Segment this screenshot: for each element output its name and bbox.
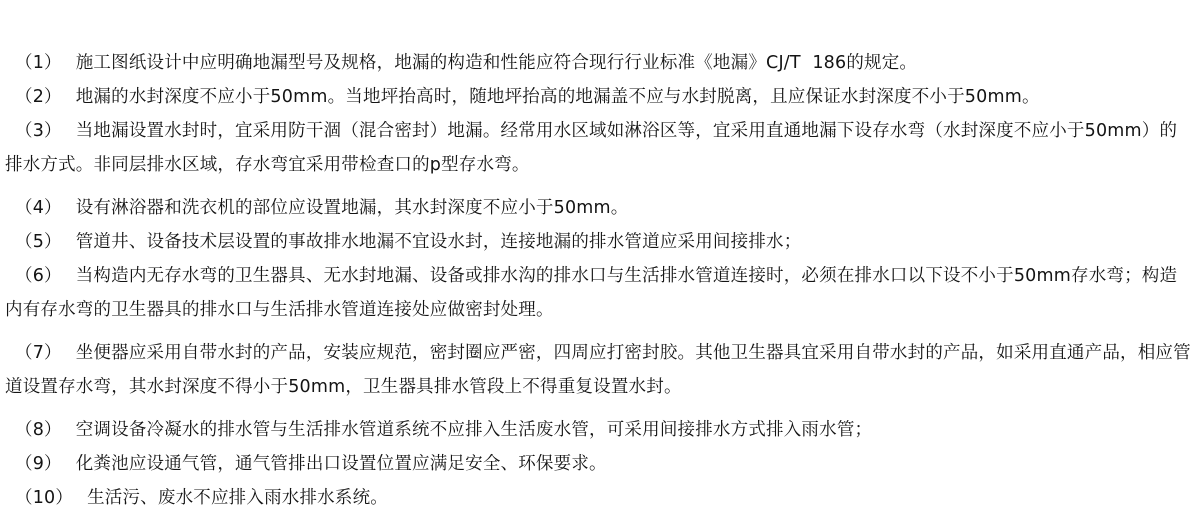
clause-10 [0, 481, 1200, 515]
clause-number: （7） [15, 343, 62, 363]
clause-line [0, 191, 1200, 225]
section-heading [0, 7, 1200, 41]
clause-9 [0, 447, 1200, 481]
clause-line [0, 80, 1200, 114]
clause-number: （3） [15, 121, 62, 141]
clause-5 [0, 225, 1200, 259]
clause-line [0, 225, 1200, 259]
clause-text-continuation: 内有存水弯的卫生器具的排水口与生活排水管道连接处应做密封处理。 [5, 300, 554, 320]
clause-number: （4） [15, 198, 62, 218]
clause-1 [0, 46, 1200, 80]
clause-line [0, 413, 1200, 447]
clause-4 [0, 191, 1200, 225]
clause-6 [0, 259, 1200, 327]
clause-line [0, 114, 1200, 148]
clause-number: （9） [15, 454, 62, 474]
clause-number: （8） [15, 420, 62, 440]
clause-number: （1） [15, 53, 62, 73]
clause-number: （2） [15, 87, 62, 107]
clause-text: 坐便器应采用自带水封的产品，安装应规范，密封圈应严密，四周应打密封胶。其他卫生器具宜采用自带水封的产品，如采用直通产品，相应管 [75, 343, 1191, 363]
clause-text: 设有淋浴器和洗衣机的部位应设置地漏，其水封深度不应小于50mm。 [75, 198, 629, 218]
clause-text-continuation: 道设置存水弯，其水封深度不得小于50mm，卫生器具排水管段上不得重复设置水封。 [5, 377, 682, 397]
clause-text: 空调设备冷凝水的排水管与生活排水管道系统不应排入生活废水管，可采用间接排水方式排入雨水管； [75, 420, 873, 440]
clause-text: 化粪池应设通气管，通气管排出口设置位置应满足安全、环保要求。 [75, 454, 607, 474]
clause-text: 管道井、设备技术层设置的事故排水地漏不宜设水封，连接地漏的排水管道应采用间接排水； [75, 232, 802, 252]
clause-text: 施工图纸设计中应明确地漏型号及规格，地漏的构造和性能应符合现行行业标准《地漏》CJ/T 186的规定。 [75, 53, 918, 73]
clause-line [0, 259, 1200, 293]
clause-3 [0, 114, 1200, 182]
clause-text-continuation: 排水方式。非同层排水区域，存水弯宜采用带检查口的p型存水弯。 [5, 155, 530, 175]
clause-number: （6） [15, 266, 62, 286]
clause-number: （5） [15, 232, 62, 252]
clause-line [0, 481, 1200, 515]
clause-line [0, 336, 1200, 370]
clause-text: 当构造内无存水弯的卫生器具、无水封地漏、设备或排水沟的排水口与生活排水管道连接时，必须在排水口以下设不小于50mm存水弯；构造 [75, 266, 1178, 286]
clause-2 [0, 80, 1200, 114]
clause-text: 当地漏设置水封时，宜采用防干涸（混合密封）地漏。经常用水区域如淋浴区等，宜采用直通地漏下设存水弯（水封深度不应小于50mm）的 [75, 121, 1178, 141]
clause-7 [0, 336, 1200, 404]
clause-number: （10） [15, 488, 74, 508]
clause-text: 生活污、废水不应排入雨水排水系统。 [87, 488, 388, 508]
clause-line [0, 46, 1200, 80]
clause-text: 地漏的水封深度不应小于50mm。当地坪抬高时，随地坪抬高的地漏盖不应与水封脱离，且应保证水封深度不小于50mm。 [75, 87, 1040, 107]
clause-line [0, 447, 1200, 481]
clause-8 [0, 413, 1200, 447]
